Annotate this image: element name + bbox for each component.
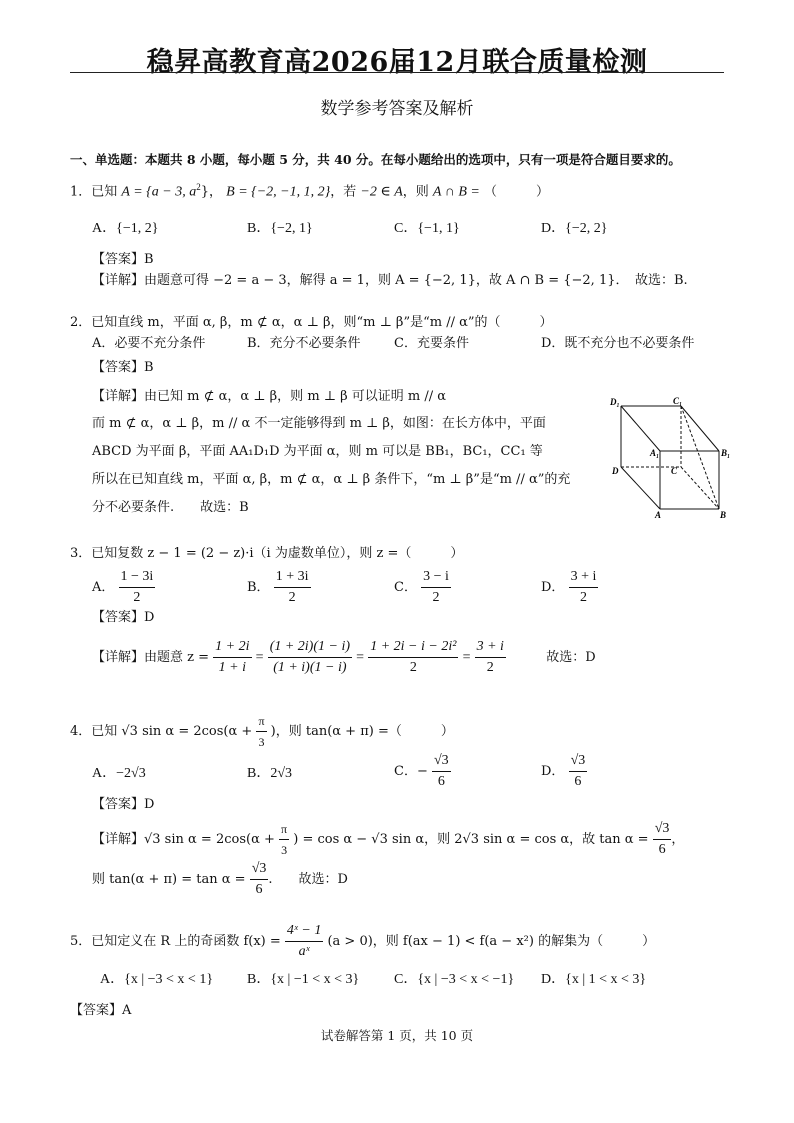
q4-option-b: B．2√3 bbox=[247, 766, 293, 781]
q1-detail: 【详解】由题意可得 −2 = a − 3，解得 a = 1，则 A = {−2, 1}，故 A ∩ B = {−2, 1}． 故选：B. bbox=[92, 273, 688, 288]
label-d: D bbox=[612, 466, 619, 476]
page-subtitle: 数学参考答案及解析 bbox=[320, 99, 474, 119]
q2-detail-line-2: 而 m ⊄ α，α ⊥ β，m // α 不一定能够得到 m ⊥ β，如图：在长方体中，平面 bbox=[92, 416, 546, 431]
q4-stem: 4．已知 √3 sin α = 2cos(α + $\frac{\pi}{3}$ )，则 tan(α + π) =（ ） bbox=[70, 714, 454, 749]
q5-option-c: C．{x | −3 < x < −1} bbox=[394, 972, 515, 987]
q2-option-c: C．充要条件 bbox=[394, 336, 469, 351]
label-c: C bbox=[671, 466, 678, 476]
q2-option-a: A．必要不充分条件 bbox=[92, 336, 206, 351]
q5-option-d: D．{x | 1 < x < 3} bbox=[541, 972, 647, 987]
q3-stem: 3．已知复数 z − 1 = (2 − z)·i（i 为虚数单位），则 z =（ ） bbox=[70, 546, 464, 561]
q4-option-d: D． $\frac{√3}{6}$ bbox=[541, 753, 586, 789]
q4-option-c: C．− $\frac{√3}{6}$ bbox=[394, 753, 449, 789]
q4-answer: 【答案】D bbox=[92, 797, 155, 812]
page-footer: 试卷解答第 1 页，共 10 页 bbox=[320, 1028, 474, 1043]
q3-option-c: C． $\frac{3 - i}{2}$ bbox=[394, 569, 449, 605]
q4-detail-line-1: 【详解】√3 sin α = 2cos(α + $\frac{\pi}{3}$ ) = cos α − √3 sin α，则 2√3 sin α = cos α，故 tan α = $\frac{√3}{6}$ ， bbox=[92, 821, 685, 857]
q5-option-a: A．{x | −3 < x < 1} bbox=[100, 972, 214, 987]
q5-stem: 5．已知定义在 R 上的奇函数 f(x) = $\frac{\text{4ˣ − 1}}{\text{aˣ}}$ (a > 0)，则 f(ax − 1) < f(a − x²) 的解集为（ ） bbox=[70, 923, 656, 959]
edge-d1a1 bbox=[621, 406, 660, 451]
q4-detail-line-2: 则 tan(α + π) = tan α = $\frac{√3}{6}$ . 故选：D bbox=[92, 861, 348, 897]
label-a1: A₁ bbox=[650, 448, 660, 458]
edge-cb-hidden bbox=[681, 467, 719, 509]
q1-stem: 1．已知 A = {a − 3, $a^2$}， B = {−2, −1, 1, 2}，若 −2 ∈ A，则 A ∩ B = （ ） bbox=[70, 182, 549, 200]
diagonal-c1b bbox=[681, 406, 719, 509]
q5-option-b: B．{x | −1 < x < 3} bbox=[247, 972, 360, 987]
edge-da bbox=[621, 467, 660, 509]
q1-option-d: D．{−2, 2} bbox=[541, 221, 608, 236]
label-d1: D₁ bbox=[610, 397, 620, 407]
cuboid-figure bbox=[606, 394, 736, 520]
edge-c1b1 bbox=[681, 406, 719, 451]
title-underline bbox=[70, 72, 724, 73]
q1-option-a: A．{−1, 2} bbox=[92, 221, 159, 236]
q2-detail-line-4: 所以在已知直线 m，平面 α, β，m ⊄ α，α ⊥ β 条件下，“m ⊥ β”是“m // α”的充 bbox=[92, 472, 571, 487]
q5-answer: 【答案】A bbox=[70, 1003, 132, 1018]
q3-option-a: A． $\frac{1 - 3i}{2}$ bbox=[92, 569, 154, 605]
label-b: B bbox=[720, 510, 727, 520]
q3-answer: 【答案】D bbox=[92, 610, 155, 625]
label-c1: C₁ bbox=[673, 396, 683, 406]
q2-answer: 【答案】B bbox=[92, 360, 154, 375]
page-title: 稳昇高教育高2026届12月联合质量检测 bbox=[146, 47, 648, 78]
q2-detail-line-3: ABCD 为平面 β，平面 AA₁D₁D 为平面 α，则 m 可以是 BB₁，BC₁，CC₁ 等 bbox=[92, 444, 543, 459]
q2-detail-line-5: 分不必要条件. 故选：B bbox=[92, 500, 249, 515]
q1-answer: 【答案】B bbox=[92, 252, 154, 267]
q2-option-b: B．充分不必要条件 bbox=[247, 336, 361, 351]
q4-option-a: A．−2√3 bbox=[92, 766, 146, 781]
q3-option-b: B． $\frac{1 + 3i}{2}$ bbox=[247, 569, 309, 605]
q3-detail: 【详解】由题意 z = $\frac{1 + 2i}{1 + i}$ = $\frac{(1 + 2i)(1 - i)}{(1 + i)(1 - i)}$ = $\frac{\text{1 + 2i − i − 2i²}}{2}$ = $\frac{3 + i}{2}$ 故选：D bbox=[92, 639, 596, 675]
label-a: A bbox=[655, 510, 662, 520]
q2-option-d: D．既不充分也不必要条件 bbox=[541, 336, 695, 351]
q3-option-d: D． $\frac{3 + i}{2}$ bbox=[541, 569, 597, 605]
q1-option-c: C．{−1, 1} bbox=[394, 221, 460, 236]
q2-detail-line-1: 【详解】由已知 m ⊄ α，α ⊥ β，则 m ⊥ β 可以证明 m // α bbox=[92, 389, 447, 404]
q1-option-b: B．{−2, 1} bbox=[247, 221, 313, 236]
section-heading: 一、单选题：本题共 8 小题，每小题 5 分，共 40 分。在每小题给出的选项中，只有一项是符合题目要求的。 bbox=[70, 152, 681, 167]
q2-stem: 2．已知直线 m，平面 α, β，m ⊄ α，α ⊥ β，则“m ⊥ β”是“m // α”的（ ） bbox=[70, 315, 553, 330]
label-b1: B₁ bbox=[721, 448, 731, 458]
